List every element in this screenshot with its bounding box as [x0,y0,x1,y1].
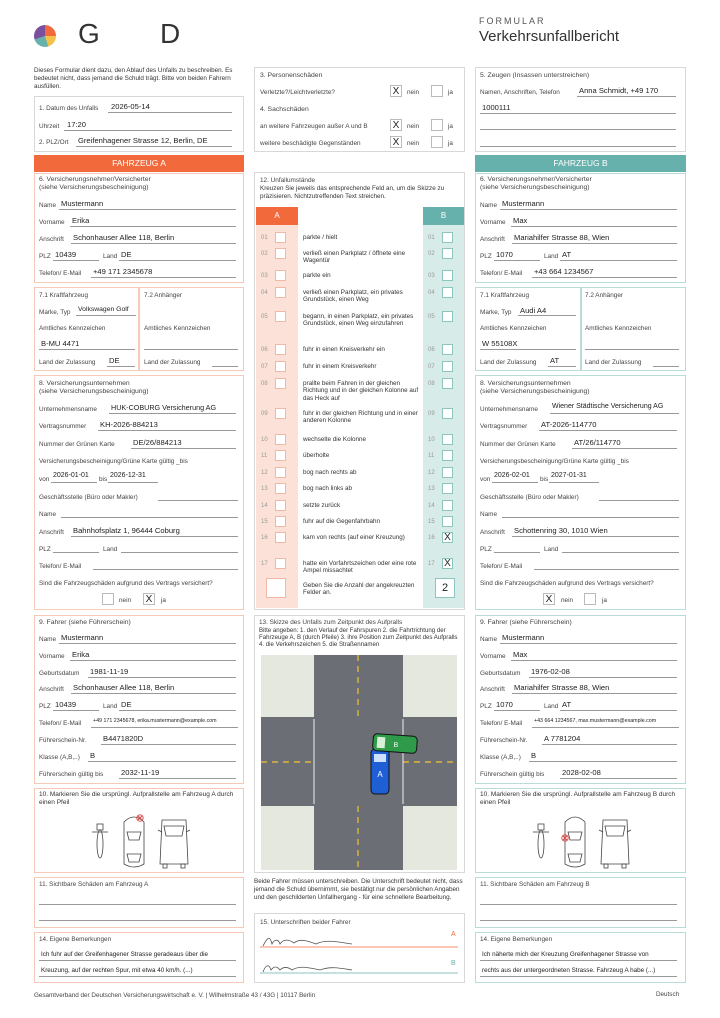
a-contract-field[interactable]: KH-2026-884213 [100,420,158,429]
circ-num-a: 14 [261,503,268,509]
circ-item-text: hatte ein Vorfahrtszeichen oder eine rote Ampel missachtet [303,560,417,575]
b-tel-field[interactable]: +43 664 1234567 [534,267,594,276]
b-trailer-reg-label: Land der Zulassung [585,359,642,366]
circ-header-a: A [256,207,298,225]
b-plz-field[interactable]: 1070 [496,250,513,259]
b-dob-field[interactable]: 1976-02-08 [531,667,570,676]
witnesses-title: 5. Zeugen (Insassen unterstreichen) [480,72,590,79]
injured-label: Verletzte?/Leichtverletzte? [260,89,335,96]
a-dfirst-field[interactable]: Erika [72,650,90,659]
witnesses-label: Namen, Anschriften, Telefon [480,89,560,96]
b-vehicle-title: 7.1 Kraftfahrzeug [480,292,530,299]
a-contract-label: Vertragsnummer [39,423,87,430]
b-contract-field[interactable]: AT-2026-114770 [541,420,597,429]
circ-item-text: bog nach links ab [303,485,353,492]
b-dfirst-field[interactable]: Max [513,650,528,659]
circ-count-b[interactable]: 2 [435,578,455,598]
signature-a-icon[interactable] [260,932,460,952]
circ-num-b: 04 [428,290,435,296]
circ-checkbox-a-14[interactable] [275,500,286,511]
circ-checkbox-a-17[interactable] [275,558,286,569]
circ-item-text: überholte [303,452,330,459]
injured-no-label: nein [407,89,420,96]
b-land-field[interactable]: AT [562,250,572,259]
b-remarks-line-2[interactable]: rechts aus der untergeordneten Strasse. Fahrzeug A habe (...) [482,967,656,974]
a-make-field[interactable]: Volkswagen Golf [78,306,129,313]
sketch-title: 13. Skizze des Unfalls zum Zeitpunkt des Aufpralls [259,619,403,626]
witnesses-line-1[interactable]: Anna Schmidt, +49 170 [579,86,659,95]
circ-checkbox-a-10[interactable] [275,434,286,445]
b-baddr-label: Anschrift [480,529,505,536]
circ-checkbox-a-11[interactable] [275,450,286,461]
circ-num-b: 08 [428,381,435,387]
circ-num-b: 13 [428,486,435,492]
circ-num-b: 17 [428,561,435,567]
circ-num-a: 09 [261,411,268,417]
circ-item-text: bog nach rechts ab [303,469,357,476]
a-land-field[interactable]: DE [121,250,132,259]
sketch-sub: Bitte angeben: 1. den Verlauf der Fahrspuren 2. die Fahrtrichtung der Fahrzeuge A, B (durch Pfeile) 3. ihre Position zum Zeitpunkt des Aufpralls 4. die Verkehrszeichen 5. die Straßennamen [259,627,458,648]
a-valid-label: Versicherungsbescheinigung/Grüne Karte gültig _bis [39,458,188,465]
circ-num-a: 12 [261,470,268,476]
b-land-label: Land [544,253,559,260]
sketch-canvas[interactable] [261,655,457,870]
b-reg-label: Land der Zulassung [480,359,537,366]
circ-checkbox-a-01[interactable] [275,232,286,243]
a-vehicle-title: 7.1 Kraftfahrzeug [39,292,89,299]
a-trailer-reg-label: Land der Zulassung [144,359,201,366]
b-name-label: Name [480,202,498,209]
footer-text: Gesamtverband der Deutschen Versicherungswirtschaft e. V. | Wilhelmstraße 43 / 43G | 10117 Berlin [34,992,316,999]
b-dname-field[interactable]: Mustermann [502,633,545,642]
a-bplz-label: PLZ [39,546,51,553]
b-baddr-field[interactable]: Schottenring 30, 1010 Wien [514,526,608,535]
a-licvalid-label: Führerschein gültig bis [39,771,104,778]
b-bname-label: Name [480,511,498,518]
b-impact-vehicles-icon[interactable] [527,810,637,870]
b-btel-label: Telefon/ E-Mail [480,563,523,570]
a-impact-vehicles-icon[interactable] [86,810,196,870]
circ-checkbox-a-06[interactable] [275,344,286,355]
a-class-label: Klasse (A,B,..) [39,754,80,761]
a-remarks-line-2[interactable]: Kreuzung, auf der rechten Spur, mit etwa 40 km/h. (...) [41,967,193,974]
b-driver-title: 9. Fahrer (siehe Führerschein) [480,619,572,626]
vehicle-b-header: FAHRZEUG B [475,155,686,172]
circ-checkbox-b-12[interactable] [442,467,453,478]
a-dtel-field[interactable]: +49 171 2345678, erika.mustermann@example.com [93,718,217,724]
circ-num-b: 05 [428,314,435,320]
damage-objects-label: weitere beschädigte Gegenständen [260,140,361,147]
b-impact-title: 10. Markieren Sie die ursprüngl. Aufprallstelle am Fahrzeug B durch einen Pfeil [480,791,676,806]
b-covered-question: Sind die Fahrzeugschäden aufgrund des Vertrags versichert? [480,580,654,587]
circ-checkbox-a-13[interactable] [275,483,286,494]
date-label: 1. Datum des Unfalls [39,105,99,112]
b-to-label: bis [540,476,549,483]
circ-checkbox-a-05[interactable] [275,311,286,322]
b-dland-field[interactable]: AT [562,700,572,709]
b-from-field[interactable]: 2026-02-01 [494,472,530,479]
circ-checkbox-b-03[interactable] [442,270,453,281]
a-plate-field[interactable]: B-MU 4471 [41,339,80,348]
circ-checkbox-b-04[interactable] [442,287,453,298]
b-lic-field[interactable]: A 7781204 [544,734,581,743]
circ-checkbox-a-16[interactable] [275,532,286,543]
a-covered-question: Sind die Fahrzeugschäden aufgrund des Vertrags versichert? [39,580,213,587]
circ-checkbox-b-05[interactable] [442,311,453,322]
b-addr-label: Anschrift [480,236,505,243]
circ-num-b: 16 [428,535,435,541]
circ-checkbox-a-03[interactable] [275,270,286,281]
circ-checkbox-b-14[interactable] [442,500,453,511]
a-to-field[interactable]: 2026-12-31 [110,472,146,479]
a-covered-no-label: nein [119,597,132,604]
a-covered-yes-checkbox[interactable]: X [143,593,155,605]
circ-checkbox-a-08[interactable] [275,378,286,389]
circ-checkbox-b-02[interactable] [442,248,453,259]
signature-b-label: B [451,960,456,967]
circ-checkbox-b-08[interactable] [442,378,453,389]
a-addr-label: Anschrift [39,236,64,243]
circ-checkbox-b-07[interactable] [442,361,453,372]
circ-checkbox-b-16[interactable]: X [442,532,453,543]
circ-checkbox-b-13[interactable] [442,483,453,494]
circ-item-text: begann, in einen Parkplatz, ein privates Grundstück, einen Weg einzufahren [303,313,414,328]
damage-vehicles-yes-label: ja [448,123,453,130]
circumstances-sub: Kreuzen Sie jeweils das entsprechende Feld an, um die Skizze zu präzisieren. Nichtzutreffenden Text streichen. [260,185,445,200]
circ-item-text: verließ einen Parkplatz / öffnete eine Wagentür [303,250,406,265]
b-visible-title: 11. Sichtbare Schäden am Fahrzeug B [480,881,590,888]
circ-item-text: fuhr in einen Kreisverkehr ein [303,346,385,353]
b-covered-no-checkbox[interactable]: X [543,593,555,605]
circ-checkbox-b-17[interactable]: X [442,558,453,569]
b-first-label: Vorname [480,219,506,226]
circ-checkbox-b-06[interactable] [442,344,453,355]
damage-title: 4. Sachschäden [260,106,309,113]
circ-num-a: 03 [261,273,268,279]
circ-count-label: Geben Sie die Anzahl der angekreuzten Felder an. [303,582,415,597]
b-dob-label: Geburtsdatum [480,670,521,677]
b-name-field[interactable]: Mustermann [502,199,545,208]
b-make-label: Marke, Typ [480,309,512,316]
b-plate-label: Amtliches Kennzeichen [480,325,547,332]
circ-header-b: B [423,207,464,225]
date-field[interactable]: 2026-05-14 [111,102,150,111]
b-dland-label: Land [544,703,559,710]
a-name-field[interactable]: Mustermann [61,199,104,208]
a-first-label: Vorname [39,219,65,226]
sketch-vehicle-b-icon [372,733,417,753]
damage-objects-yes-label: ja [448,140,453,147]
circ-item-text: parkte / hielt [303,234,338,241]
circ-checkbox-a-04[interactable] [275,287,286,298]
damage-vehicles-no-checkbox[interactable]: X [390,119,402,131]
signature-title: 15. Unterschriften beider Fahrer [260,919,351,926]
circ-count-a[interactable] [266,578,286,598]
a-class-field[interactable]: B [90,751,96,760]
signature-note: Beide Fahrer müssen unterschreiben. Die Unterschrift bedeutet nicht, dass jemand die Schuld übernimmt, sie bestätigt nur die persönlichen Angaben und den geschilderten Unfallhergang - für eine schnellere Bearbeitung. [254,878,463,901]
injured-no-checkbox[interactable]: X [390,85,402,97]
circ-item-text: setzte zurück [303,502,341,509]
a-dplz-label: PLZ [39,703,51,710]
vehicle-a-header: FAHRZEUG A [34,155,244,172]
sketch-vehicle-a-icon [371,749,389,794]
b-daddr-label: Anschrift [480,686,505,693]
a-dob-field[interactable]: 1981-11-19 [90,667,129,676]
a-policyholder-title: 6. Versicherungsnehmer/Versicherter [39,176,151,183]
b-licvalid-label: Führerschein gültig bis [480,771,545,778]
a-dob-label: Geburtsdatum [39,670,80,677]
a-dname-field[interactable]: Mustermann [61,633,104,642]
a-dplz-field[interactable]: 10439 [55,700,77,709]
circ-checkbox-b-15[interactable] [442,516,453,527]
circ-num-a: 11 [261,453,268,459]
a-trailer-plate-label: Amtliches Kennzeichen [144,325,211,332]
a-from-label: von [39,476,50,483]
b-covered-yes-checkbox[interactable] [584,593,596,605]
a-reg-label: Land der Zulassung [39,359,96,366]
b-dplz-field[interactable]: 1070 [496,700,513,709]
b-trailer-plate-label: Amtliches Kennzeichen [585,325,652,332]
time-label: Uhrzeit [39,123,60,130]
b-lic-label: Führerschein-Nr. [480,737,528,744]
circ-num-a: 01 [261,235,268,241]
b-branch-label: Geschäftsstelle (Büro oder Makler) [480,494,579,501]
a-make-label: Marke, Typ [39,309,71,316]
circ-item-text: verließ einen Parkplatz, ein privates Grundstück, einen Weg [303,289,403,304]
circ-checkbox-a-15[interactable] [275,516,286,527]
circ-num-b: 07 [428,364,435,370]
b-dtel-label: Telefon/ E-Mail [480,720,523,727]
circ-checkbox-b-11[interactable] [442,450,453,461]
b-remarks-title: 14. Eigene Bemerkungen [480,936,553,943]
b-trailer-title: 7.2 Anhänger [585,292,624,299]
a-from-field[interactable]: 2026-01-01 [53,472,89,479]
place-field[interactable]: Greifenhagener Strasse 12, Berlin, DE [78,136,208,145]
page-title: Verkehrsunfallbericht [479,28,620,45]
circ-checkbox-b-10[interactable] [442,434,453,445]
logo-icon [34,25,56,47]
b-ins-title: 8. Versicherungsunternehmen [480,380,571,387]
a-plz-label: PLZ [39,253,51,260]
b-make-field[interactable]: Audi A4 [520,306,547,315]
b-reg-field[interactable]: AT [550,356,560,365]
circ-checkbox-a-09[interactable] [275,408,286,419]
b-covered-no-label: nein [561,597,574,604]
a-lic-field[interactable]: B4471820D [103,734,144,743]
circ-item-text: fuhr auf die Gegenfahrbahn [303,518,381,525]
a-first-field[interactable]: Erika [72,216,90,225]
circ-checkbox-b-01[interactable] [442,232,453,243]
a-reg-field[interactable]: DE [109,356,120,365]
a-to-label: bis [99,476,108,483]
footer-language: Deutsch [656,991,680,998]
circ-num-b: 10 [428,437,435,443]
damage-objects-yes-checkbox[interactable] [431,136,443,148]
damage-vehicles-yes-checkbox[interactable] [431,119,443,131]
b-plate-field[interactable]: W 55108X [482,339,518,348]
a-lic-label: Führerschein-Nr. [39,737,87,744]
b-to-field[interactable]: 2027-01-31 [551,472,587,479]
circ-num-b: 09 [428,411,435,417]
a-dtel-label: Telefon/ E-Mail [39,720,82,727]
time-field[interactable]: 17:20 [67,120,87,129]
circ-num-b: 14 [428,503,435,509]
circ-checkbox-a-12[interactable] [275,467,286,478]
a-dland-label: Land [103,703,118,710]
b-first-field[interactable]: Max [513,216,528,225]
a-dfirst-label: Vorname [39,653,65,660]
a-bname-label: Name [39,511,57,518]
circ-num-a: 05 [261,314,268,320]
a-ins-title: 8. Versicherungsunternehmen [39,380,130,387]
injured-yes-checkbox[interactable] [431,85,443,97]
b-from-label: von [480,476,491,483]
b-dplz-label: PLZ [480,703,492,710]
circ-item-text: prallte beim Fahren in der gleichen Richtung und in der gleichen Kolonne auf das Heck auf [303,380,419,402]
a-driver-title: 9. Fahrer (siehe Führerschein) [39,619,131,626]
damage-objects-no-label: nein [407,140,420,147]
b-class-label: Klasse (A,B,..) [480,754,521,761]
signature-a-label: A [451,931,456,938]
circ-item-text: fuhr in der gleichen Richtung und in einer anderen Kolonne [303,410,418,425]
a-daddr-label: Anschrift [39,686,64,693]
b-covered-yes-label: ja [602,597,607,604]
a-dland-field[interactable]: DE [121,700,132,709]
a-baddr-field[interactable]: Bahnhofsplatz 1, 96444 Coburg [73,526,180,535]
form-label: FORMULAR [479,16,546,26]
circ-num-a: 10 [261,437,268,443]
a-plz-field[interactable]: 10439 [55,250,77,259]
a-green-label: Nummer der Grünen Karte [39,441,115,448]
circ-num-a: 06 [261,347,268,353]
sketch-car-a-label: A [377,770,383,779]
b-bland-label: Land [544,546,559,553]
circ-num-b: 11 [428,453,435,459]
a-visible-title: 11. Sichtbare Schäden am Fahrzeug A [39,881,149,888]
b-plz-label: PLZ [480,253,492,260]
a-remarks-line-1[interactable]: Ich fuhr auf der Greifenhagener Strasse geradeaus über die [41,951,208,958]
b-policyholder-sub: (siehe Versicherungsbescheinigung) [480,184,590,191]
witnesses-line-2[interactable]: 1000111 [482,103,511,112]
circ-item-text: wechselte die Kolonne [303,436,367,443]
intro-text: Dieses Formular dient dazu, den Ablauf des Unfalls zu beschreiben. Es bedeutet nicht, dass jemand die Schuld trägt. Bitte von beiden Fahrern ausfüllen. [34,67,233,90]
b-licvalid-field[interactable]: 2028-02-08 [562,768,601,777]
circ-num-a: 16 [261,535,268,541]
place-label: 2. PLZ/Ort [39,139,69,146]
a-company-field[interactable]: HUK-COBURG Versicherung AG [111,403,217,412]
logo-letter-g: G [78,18,100,49]
b-green-field[interactable]: AT/26/114770 [574,438,621,447]
a-bland-label: Land [103,546,118,553]
circ-num-a: 15 [261,519,268,525]
circ-num-b: 12 [428,470,435,476]
b-dfirst-label: Vorname [480,653,506,660]
a-addr-field[interactable]: Schonhauser Allee 118, Berlin [73,233,175,242]
a-branch-label: Geschäftsstelle (Büro oder Makler) [39,494,138,501]
a-green-field[interactable]: DE/26/884213 [133,438,182,447]
circ-num-b: 02 [428,251,435,257]
b-addr-field[interactable]: Mariahilfer Strasse 88, Wien [514,233,610,242]
b-ins-sub: (siehe Versicherungsbescheinigung) [480,388,590,395]
logo-letter-d: D [160,18,181,49]
circ-checkbox-b-09[interactable] [442,408,453,419]
b-dname-label: Name [480,636,498,643]
b-valid-label: Versicherungsbescheinigung/Grüne Karte gültig _bis [480,458,629,465]
circumstances-title: 12. Unfallumstände [260,177,316,184]
a-land-label: Land [103,253,118,260]
damage-vehicles-label: an weitere Fahrzeugen außer A und B [260,123,368,130]
b-policyholder-title: 6. Versicherungsnehmer/Versicherter [480,176,592,183]
b-dtel-field[interactable]: +43 664 1234567, max.mustermann@example.com [534,718,657,724]
circ-num-b: 15 [428,519,435,525]
a-policyholder-sub: (siehe Versicherungsbescheinigung) [39,184,149,191]
b-contract-label: Vertragsnummer [480,423,528,430]
circ-num-b: 06 [428,347,435,353]
b-tel-label: Telefon/ E-Mail [480,270,523,277]
damage-vehicles-no-label: nein [407,123,420,130]
sketch-car-b-label: B [393,741,399,750]
circ-checkbox-a-07[interactable] [275,361,286,372]
circ-item-text: kam von rechts (auf einer Kreuzung) [303,534,405,541]
circ-num-b: 01 [428,235,435,241]
b-remarks-line-1[interactable]: Ich näherte mich der Kreuzung Greifenhagener Strasse von [482,951,649,958]
a-plate-label: Amtliches Kennzeichen [39,325,106,332]
circ-num-a: 17 [261,561,268,567]
a-company-label: Unternehmensname [39,406,97,413]
persons-title: 3. Personenschäden [260,72,323,79]
damage-objects-no-checkbox[interactable]: X [390,136,402,148]
b-company-field[interactable]: Wiener Städtische Versicherung AG [552,403,664,410]
b-bplz-label: PLZ [480,546,492,553]
a-covered-no-checkbox[interactable] [102,593,114,605]
a-trailer-title: 7.2 Anhänger [144,292,183,299]
circ-checkbox-a-02[interactable] [275,248,286,259]
circ-num-b: 03 [428,273,435,279]
b-class-field[interactable]: B [531,751,537,760]
circ-item-text: parkte ein [303,272,331,279]
circ-item-text: fuhr in einem Kreisverkehr [303,363,377,370]
b-green-label: Nummer der Grünen Karte [480,441,556,448]
injured-yes-label: ja [448,89,453,96]
circ-num-a: 04 [261,290,268,296]
b-company-label: Unternehmensname [480,406,538,413]
a-tel-label: Telefon/ E-Mail [39,270,82,277]
circ-num-a: 02 [261,251,268,257]
a-covered-yes-label: ja [161,597,166,604]
circ-num-a: 13 [261,486,268,492]
a-dname-label: Name [39,636,57,643]
a-baddr-label: Anschrift [39,529,64,536]
a-btel-label: Telefon/ E-Mail [39,563,82,570]
a-impact-title: 10. Markieren Sie die ursprüngl. Aufprallstelle am Fahrzeug A durch einen Pfeil [39,791,234,806]
signature-b-icon[interactable] [260,960,460,978]
a-licvalid-field[interactable]: 2032-11-19 [121,768,160,777]
a-ins-sub: (siehe Versicherungsbescheinigung) [39,388,149,395]
a-remarks-title: 14. Eigene Bemerkungen [39,936,112,943]
a-name-label: Name [39,202,57,209]
b-daddr-field[interactable]: Mariahilfer Strasse 88, Wien [514,683,610,692]
circ-num-a: 08 [261,381,268,387]
a-daddr-field[interactable]: Schonhauser Allee 118, Berlin [73,683,175,692]
circ-num-a: 07 [261,364,268,370]
a-tel-field[interactable]: +49 171 2345678 [93,267,153,276]
